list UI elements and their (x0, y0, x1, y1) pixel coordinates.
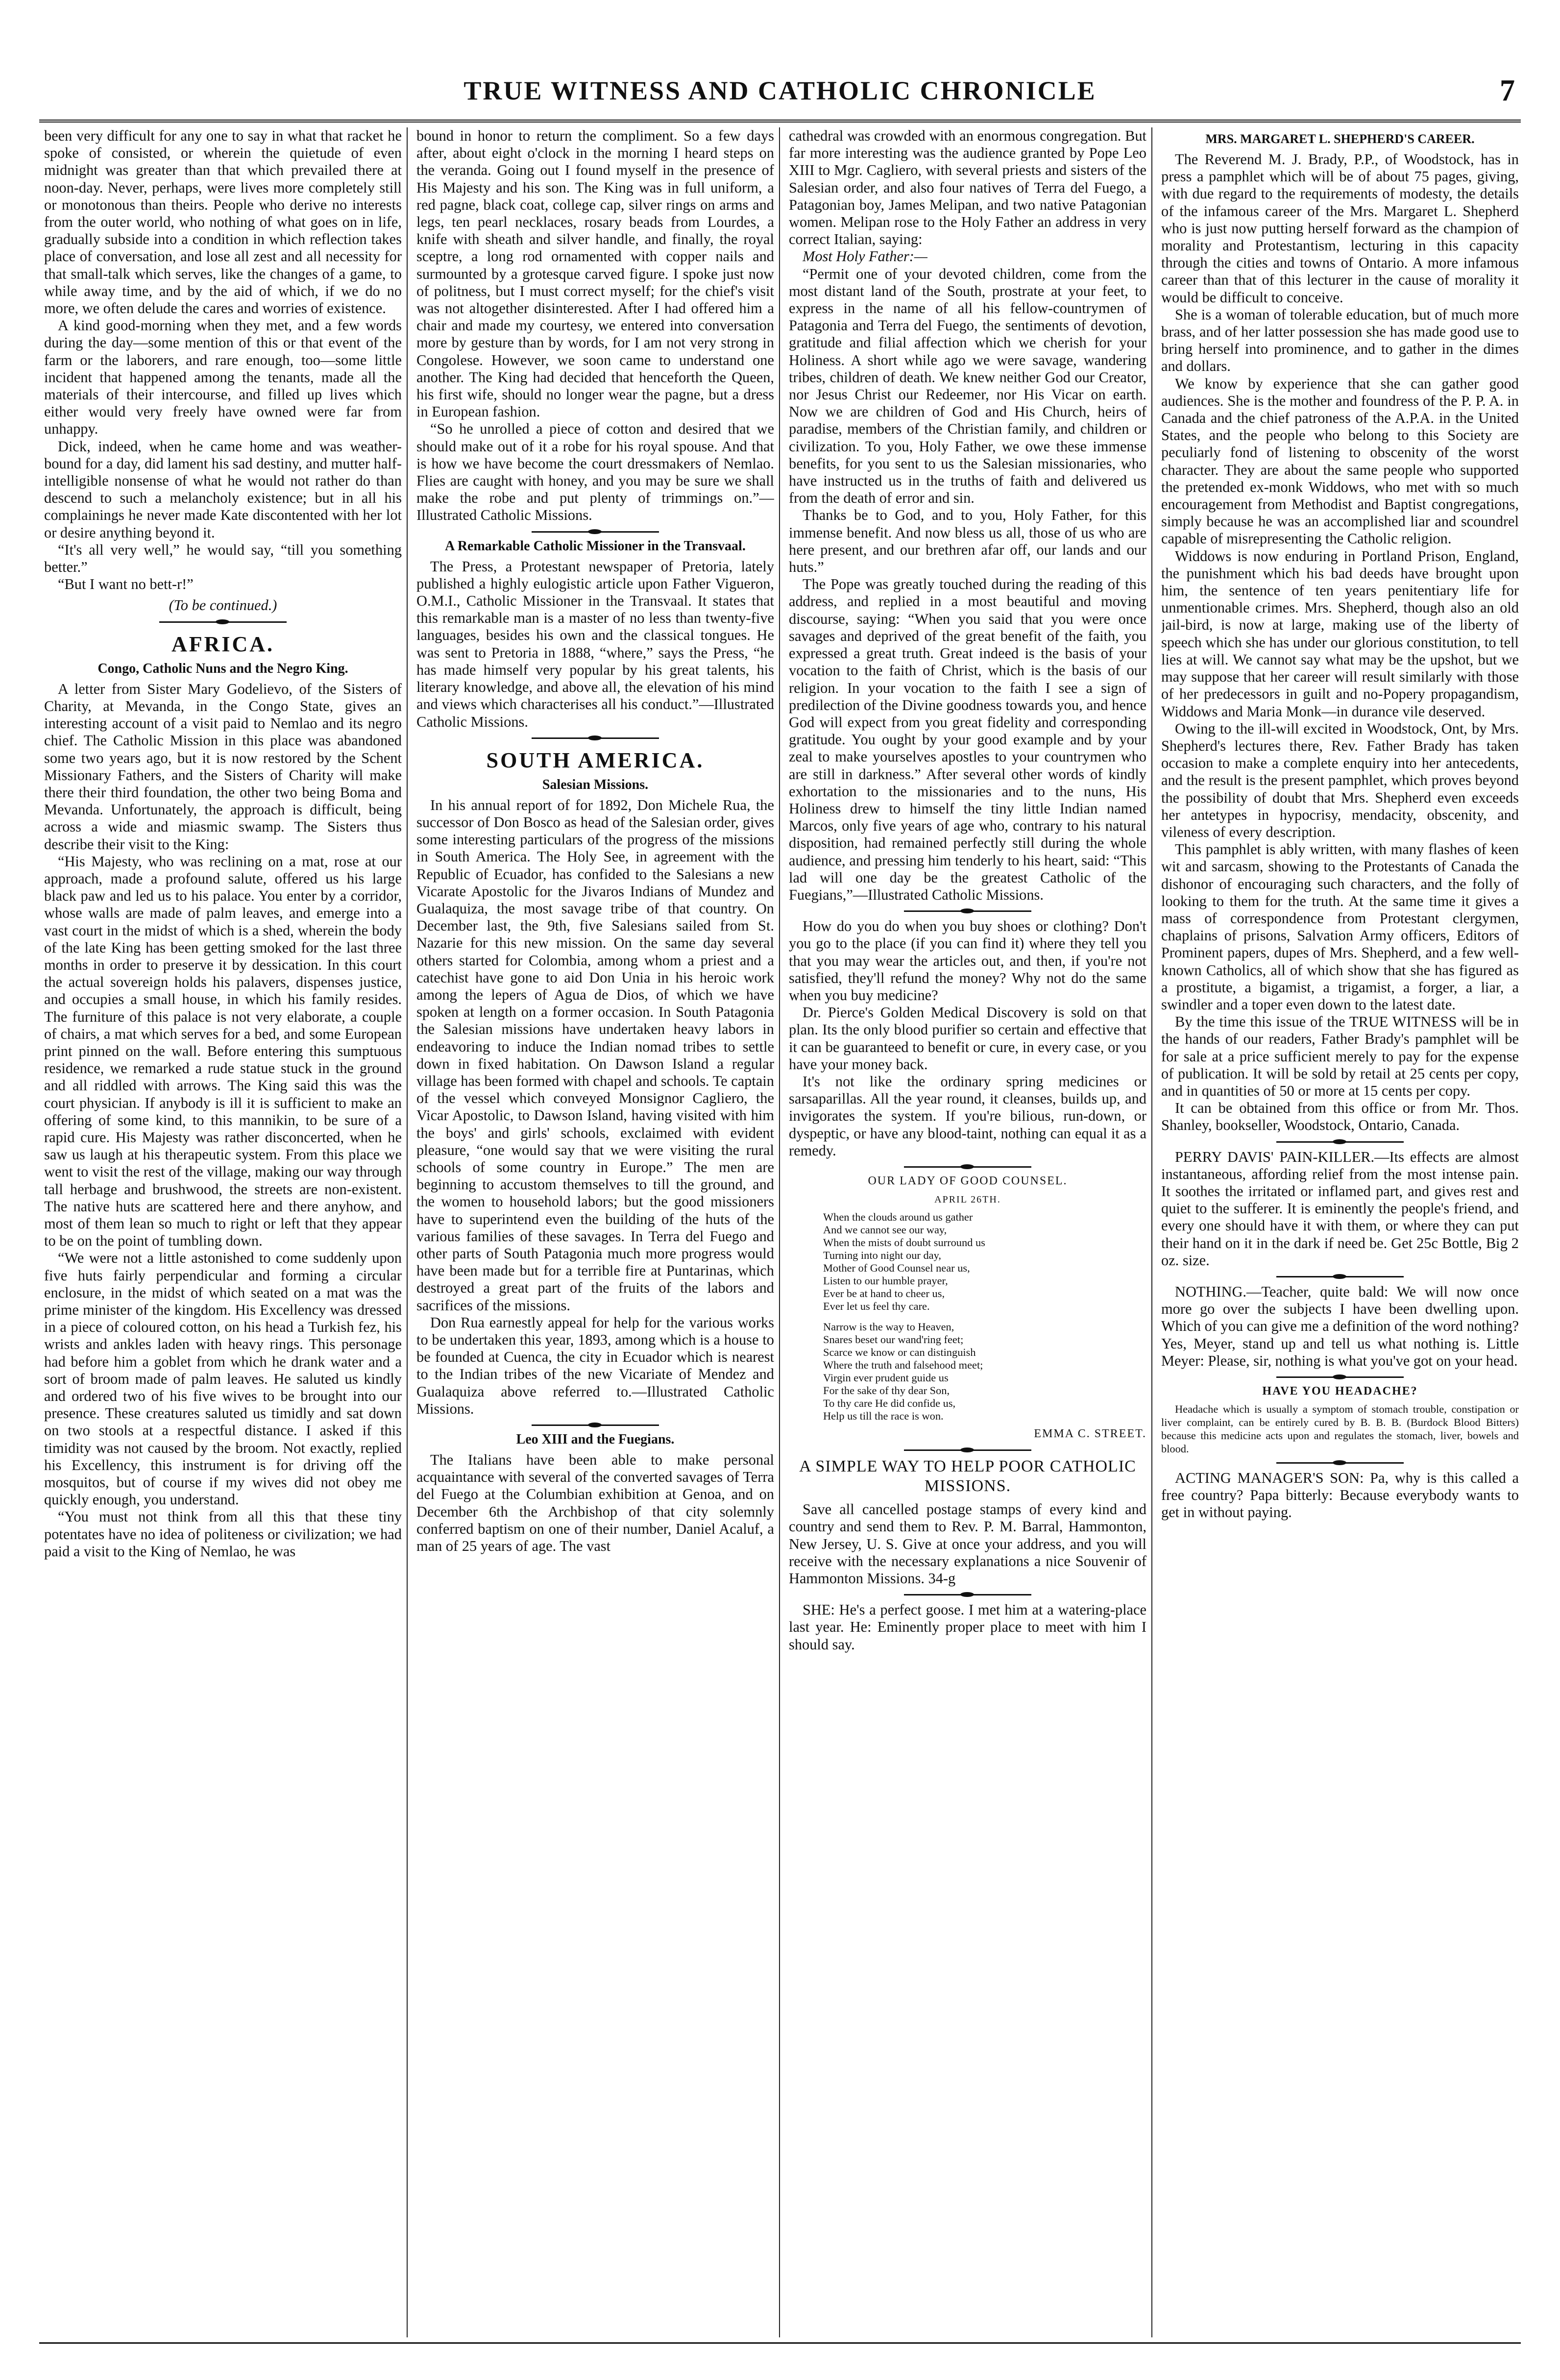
section-divider (1276, 1462, 1404, 1464)
paragraph: The Italians have been able to make personal acquaintance with several of the converted savages of Terra del Fuego at the Columbian exhibition at Genoa, and on December 6th the Archbishop of that city solemnly conferred baptism on one of their number, Daniel Acaluf, a man of 25 years of age. The vast (416, 1451, 774, 1555)
section-divider (904, 1166, 1031, 1168)
paragraph: The Reverend M. J. Brady, P.P., of Woodstock, has in press a pamphlet which will be of about 75 pages, giving, with due regard to the requirements of modesty, the details of the infamous career of the Mrs. Margaret L. Shepherd who is just now putting herself forward as the champion of morality and Protestantism, lecturing in this capacity through the cities and towns of Ontario. A more infamous career than that of this lecturer in the cause of morality it would be difficult to conceive. (1161, 151, 1519, 306)
paragraph: By the time this issue of the TRUE WITNESS will be in the hands of our readers, Father Brady's pamphlet will be for sale at a price sufficient merely to pay for the expense of publication. It will be sold by retail at 25 cents per copy, and in quantities of 50 or more at 15 cents per copy. (1161, 1013, 1519, 1099)
section-divider (532, 531, 659, 533)
poem-date: APRIL 26TH. (934, 1194, 1001, 1205)
column-2 (416, 127, 774, 2337)
poem-line: Virgin ever prudent guide us (823, 1371, 949, 1384)
poem-line: For the sake of thy dear Son, (823, 1384, 950, 1397)
heading-our-lady: OUR LADY OF GOOD COUNSEL. (868, 1174, 1068, 1187)
section-divider (904, 1449, 1031, 1451)
poem-line: Snares beset our wand'ring feet; (823, 1333, 964, 1346)
section-divider (1276, 1276, 1404, 1277)
paragraph: This pamphlet is ably written, with many flashes of keen wit and sarcasm, showing to the Protestants of Canada the dishonor of encouraging such characters, and the folly of looking to them for the truth. At the same time it gives a mass of correspondence from Protestant clergymen, chaplains of prisons, Salvation Army officers, Editors of Prominent papers, dupes of Mrs. Shepherd, and a few well-known Catholics, all of which show that she has figured as a prostitute, a bigamist, a trigamist, a forger, a liar, a swindler and a toper even down to the latest date. (1161, 841, 1519, 1013)
section-divider (904, 1594, 1031, 1595)
poem-signature: EMMA C. STREET. (1034, 1427, 1146, 1440)
poem-line: When the clouds around us gather (823, 1210, 973, 1223)
footer-rule (39, 2342, 1521, 2344)
paragraph: Don Rua earnestly appeal for help for the various works to be undertaken this year, 1893, among which is a house to be founded at Cuenca, the city in Ecuador which is nearest to the Indian tribes of the new Vicariate of Mendez and Gualaquiza above referred to.—Illustrated Catholic Missions. (416, 1314, 774, 1417)
paragraph: In his annual report of for 1892, Don Michele Rua, the successor of Don Bosco as head of the Salesian order, gives some interesting particulars of the progress of the missions in South America. The Holy See, in agreement with the Republic of Ecuador, has confided to the Salesians a new Vicarate Apostolic for the Jivaros Indians of Mundez and Gualaquiza, the most savage tribe of that country. On December last, the 9th, five Salesians sailed from St. Nazarie for this new mission. On the same day several others started for Colombia, among whom a priest and a catechist have gone to aid Don Unia in his heroic work among the lepers of Agua de Dios, of which we have spoken at length on a former occasion. In South Patagonia the Salesian missions have undertaken heavy labors in endeavoring to induce the Indian nomad tribes to settle down in fixed habitation. On Dawson Island a regular village has been formed with chapel and schools. Te captain of the vessel which conveyed Monsignor Cagliero, the Vicar Apostolic, to Dawson Island, having visited with him the boys' and girls' schools, exclaimed with evident pleasure, “one would say that we were visiting the rural schools of some country in Europe.” The men are beginning to accustom themselves to till the ground, and the women to household labors; but the good missioners have to superintend even the building of the huts of the various families of these savages. In Terra del Fuego and other parts of South Patagonia much more progress would have been made but for a terrible fire at Puntarinas, which destroyed a great part of the fruits of the labors and sacrifices of the missions. (416, 796, 774, 1314)
paragraph: A letter from Sister Mary Godelievo, of the Sisters of Charity, at Mevanda, in the Congo State, gives an interesting account of a visit paid to Nemlao and its negro chief. The Catholic Mission in this place was abandoned some two years ago, but it is now restored by the Schent Missionary Fathers, and the Sisters of Charity will make there their third foundation, the other two being Boma and Mevanda. Unfortunately, the approach is difficult, being across a wide and miasmic swamp. The Sisters thus describe their visit to the King: (44, 680, 402, 853)
story-continuation: been very difficult for any one to say in what that racket he spoke of consisted, or wherein the quietude of even midnight was greater than that which prevailed there at noon-day. Never, perhaps, were lives more completely still or monotonous than theirs. People who derive no interests from the outer world, who nothing of what goes on in life, gradually subside into a condition in which reflection takes place of conversation, and lose all zest and all necessity for that small-talk which serves, like the changes of a game, to while away time, and by the aid of which, if we do no more, we often delude the cares and worries of existence. (44, 127, 402, 317)
advertisement: PERRY DAVIS' PAIN-KILLER.—Its effects are almost instantaneous, affording relief from the most intense pain. It soothes the irritated or inflamed part, and gives rest and quiet to the sufferer. It is eminently the people's friend, and every one should have it with them, or where they can put their hand on it in the dark if need be. Get 25c Bottle, Big 2 oz. size. (1161, 1148, 1519, 1269)
paragraph: Owing to the ill-will excited in Woodstock, Ont, by Mrs. Shepherd's lectures there, Rev. Father Brady has taken occasion to make a complete enquiry into her antecedents, and the result is the present pamphlet, which proves beyond the possibility of doubt that Mrs. Shepherd even exceeds her antetypes in hypocrisy, mendacity, obscenity, and vileness of every description. (1161, 720, 1519, 840)
poem-line: Listen to our humble prayer, (823, 1274, 948, 1287)
paragraph: cathedral was crowded with an enormous congregation. But far more interesting was the audience granted by Pope Leo XIII to Mgr. Cagliero, with several priests and sisters of the Salesian order, and also four natives of Terra del Fuego, a Patagonian boy, James Melipan, and two native Patagonian women. Melipan rose to the Holy Father an address in very correct Italian, saying: (789, 127, 1146, 248)
stanza-gap (823, 1313, 1146, 1321)
poem-line: Ever be at hand to cheer us, (823, 1287, 945, 1300)
heading-simple-way: A SIMPLE WAY TO HELP POOR CATHOLIC MISSIONS. (799, 1457, 1136, 1496)
paragraph: “His Majesty, who was reclining on a mat, rose at our approach, made a profound salute, offered us his large black paw and led us to his palace. You enter by a corridor, whose walls are made of palm leaves, and emerge into a vast court in the midst of which is a shed, wherein the body of the late King has been getting smoked for the last three months in order to preserve it by dessication. In this court the actual sovereign holds his palavers, dispenses justice, and occupies a small house, in which his family resides. The furniture of this palace is not very elaborate, a couple of chairs, a mat which serves for a bed, and some European print pinned on the wall. Before entering this sumptuous residence, we remarked a rude statue stuck in the ground and all riddled with arrows. The King said this was the court physician. If anybody is ill it is sufficient to make an offering of some kind, to this mannikin, to be sure of a rapid cure. His Majesty was rather disconcerted, when he saw us laugh at his therapeutic system. From this place we went to visit the rest of the village, making our way through tall herbage and brushwood, the streets are non-existent. The native huts are scattered here and there anyhow, and most of them lean so much to right or left that they appear to be on the point of tumbling down. (44, 853, 402, 1250)
subheading-congo: Congo, Catholic Nuns and the Negro King. (98, 661, 348, 676)
column-divider (407, 127, 408, 2337)
paragraph: We know by experience that she can gather good audiences. She is the mother and foundress of the P. P. A. in Canada and the chief patroness of the A.P.A. in the United States, and the people who belong to this Society are peculiarly fond of listening to obscenity of the worst character. They are about the same people who supported the pretended ex-monk Widdows, who met with so much encouragement from Methodist and Baptist congregations, simply because he was an accomplished liar and scoundrel capable of misrepresenting the Catholic religion. (1161, 375, 1519, 547)
paragraph: Save all cancelled postage stamps of every kind and country and send them to Rev. P. M. Barral, Hammonton, New Jersey, U. S. Give at once your address, and you will receive with the necessary explanations a nice Souvenir of Hammonton Missions. 34-g (789, 1501, 1146, 1587)
heading-shepherd-career: MRS. MARGARET L. SHEPHERD'S CAREER. (1205, 132, 1475, 146)
paragraph: A kind good-morning when they met, and a few words during the day—some mention of this or that event of the farm or the laborers, and rare enough, too—some little incident that happened among the tenants, made all the materials of their intercourse, and filled up lives which either would very freely have owned were far from unhappy. (44, 317, 402, 438)
column-divider (1151, 127, 1152, 2337)
paragraph: “We were not a little astonished to come suddenly upon five huts fairly perpendicular and forming a circular enclosure, in the midst of which seated on a mat was the prime minister of the kingdom. His Excellency was dressed in a piece of coloured cotton, on his head a Turkish fez, his wrists and ankles laden with heavy rings. This personage had before him a goblet from which he drank water and a sort of broom made of palm leaves. He saluted us kindly and ordered two of his five wives to be brought into our presence. These creatures saluted us timidly and sat down on two stools at a respectful distance. I asked if this timidity was not caused by the broom. Not exactly, replied his Excellency, this instrument is for driving off the mosquitos, but of course if my wives did not obey me quickly enough, you understand. (44, 1250, 402, 1508)
column-3 (789, 127, 1146, 2337)
column-1 (44, 127, 402, 2337)
paragraph: “Permit one of your devoted children, come from the most distant land of the South, prostrate at your feet, to express in the name of all his fellow-countrymen of Patagonia and Terra del Fuego, the sentiments of devotion, gratitude and filial affection which we cherish for your Holiness. A short while ago we were savage, wandering tribes, children of death. We knew neither God our Creator, nor Jesus Christ our Redeemer, nor His Vicar on earth. Now we are children of God and His Church, heirs of paradise, members of the Christian family, and children or civilization. To you, Holy Father, we owe these immense benefits, for you sent to us the Salesian missionaries, who have instructed us in the truths of faith and delivered us from the death of error and sin. (789, 265, 1146, 507)
paragraph: Widdows is now enduring in Portland Prison, England, the punishment which his bad deeds have brought upon him, the sentence of ten years penitentiary life for unmentionable crimes. Mrs. Shepherd, though also an old jail-bird, is now at large, making use of the liberty of speech which she has under our glorious constitution, to tell lies at will. We cannot say what may be the upshot, but we may suppose that her career will result similarly with those of her predecessors in guilt and no-Popery propagandism, Widdows and Maria Monk—in durance vile deserved. (1161, 547, 1519, 720)
section-divider (532, 737, 659, 739)
paragraph: “It's all very well,” he would say, “till you something better.” (44, 541, 402, 576)
section-divider (532, 1424, 659, 1426)
paragraph: Thanks be to God, and to you, Holy Father, for this immense benefit. And now bless us all, those of us who are here present, and our brethren afar off, our lands and our huts.” (789, 507, 1146, 576)
paragraph: “You must not think from all this that these tiny potentates have no idea of politeness or civilization; we had paid a visit to the King of Nemlao, he was (44, 1508, 402, 1560)
advertisement: It's not like the ordinary spring medicines or sarsaparillas. All the year round, it cleanses, builds up, and invigorates the system. If you're bilious, run-down, or dyspeptic, or have any blood-taint, nothing can equal it as a remedy. (789, 1073, 1146, 1159)
paragraph: NOTHING.—Teacher, quite bald: We will now once more go over the subjects I have been dwelling upon. Which of you can give me a definition of the word nothing? Yes, Meyer, stand up and tell us what nothing is. Little Meyer: Please, sir, nothing is what you've got on your head. (1161, 1283, 1519, 1369)
to-be-continued: (To be continued.) (169, 597, 277, 614)
paragraph: “But I want no bett-r!” (58, 576, 194, 593)
subheading-salesian-missions: Salesian Missions. (542, 777, 649, 792)
paragraph: The Pope was greatly touched during the reading of this address, and replied in a most beautiful and moving discourse, saying: “When you said that you were once savages and deprived of the great benefit of the faith, you expressed a great truth. Great indeed is the basis of your vocation to the faith of Christ, which is the basis of our religion. In your vocation to the faith I see a sign of predilection of the Divine goodness towards you, and hence God will expect from you great fidelity and corresponding gratitude. You ought by your good example and by your zeal to make yourselves apostles to your countrymen who are still in darkness.” After several other words of kindly exhortation to the missionaries and to the nuns, His Holiness drew to himself the tiny little Indian named Marcos, only five years of age who, contrary to his natural disposition, had remained perfectly still during the whole audience, and pressing him tenderly to his heart, said: “This lad will one day be the greatest Catholic of the Fuegians,”—Illustrated Catholic Missions. (789, 576, 1146, 903)
section-divider (1276, 1141, 1404, 1143)
poem-line: To thy care He did confide us, (823, 1397, 956, 1409)
paragraph: “So he unrolled a piece of cotton and desired that we should make out of it a robe for his royal spouse. And that is how we have become the court dressmakers of Nemlao. Flies are caught with honey, and you may be sure we shall make the robe and put plenty of trimmings on.”—Illustrated Catholic Missions. (416, 420, 774, 524)
paragraph: It can be obtained from this office or from Mr. Thos. Shanley, bookseller, Woodstock, Ontario, Canada. (1161, 1100, 1519, 1134)
poem-line: And we cannot see our way, (823, 1223, 947, 1236)
section-divider (904, 910, 1031, 912)
column-divider (779, 127, 780, 2337)
poem-line: Help us till the race is won. (823, 1409, 944, 1422)
masthead (39, 69, 1521, 123)
subheading-leo-fuegians: Leo XIII and the Fuegians. (516, 1432, 675, 1448)
heading-south-america: SOUTH AMERICA. (486, 748, 705, 772)
poem-line: Narrow is the way to Heaven, (823, 1320, 954, 1333)
advertisement: Dr. Pierce's Golden Medical Discovery is sold on that plan. Its the only blood purifier so certain and effective that it can be guaranteed to benefit or cure, in every case, or you have your money back. (789, 1004, 1146, 1073)
poem-line: When the mists of doubt surround us (823, 1236, 985, 1249)
poem-line: Ever let us feel thy care. (823, 1300, 930, 1312)
paragraph: ACTING MANAGER'S SON: Pa, why is this called a free country? Papa bitterly: Because everybody wants to get in without paying. (1161, 1470, 1519, 1521)
poem-line: Scarce we know or can distinguish (823, 1346, 976, 1358)
column-4 (1161, 127, 1519, 2337)
paragraph: Dick, indeed, when he came home and was weather-bound for a day, did lament his sad destiny, and mutter half-intelligible nonsense of what he would not rather do than descend to such a melancholy existence; but in all his complainings he never made Kate discontented with her lot or desire anything beyond it. (44, 438, 402, 541)
page-number: 7 (1500, 74, 1515, 107)
poem-line: Where the truth and falsehood meet; (823, 1358, 983, 1371)
newspaper-title: TRUE WITNESS AND CATHOLIC CHRONICLE (463, 76, 1097, 105)
salutation: Most Holy Father:— (803, 248, 927, 265)
poem-line: Turning into night our day, (823, 1249, 941, 1261)
paragraph: The Press, a Protestant newspaper of Pretoria, lately published a highly eulogistic article upon Father Vigueron, O.M.I., Catholic Missioner in the Transvaal. It states that this remarkable man is a master of no less than twenty-five languages, besides his own and the classical tongues. He was sent to Pretoria in 1888, “where,” says the Press, “he has made himself very popular by his great talents, his literary knowledge, and above all, the elevation of his mind and views which characterises all his conduct.”—Illustrated Catholic Missions. (416, 558, 774, 730)
poem-line: Mother of Good Counsel near us, (823, 1261, 970, 1274)
poem (823, 1211, 1146, 1423)
advertisement: How do you do when you buy shoes or clothing? Don't you go to the place (if you can find it) where they tell you that you may wear the articles out, and then, if you're not satisfied, they'll refund the money? Why not do the same when you buy medicine? (789, 918, 1146, 1004)
section-divider (1276, 1376, 1404, 1378)
section-divider (159, 621, 287, 623)
heading-headache: HAVE YOU HEADACHE? (1262, 1385, 1418, 1398)
subheading-remarkable-missioner: A Remarkable Catholic Missioner in the Transvaal. (445, 538, 746, 554)
header-rule (39, 120, 1521, 123)
paragraph: She is a woman of tolerable education, but of much more brass, and of her latter possession she has made good use to bring herself into prominence, and to gather in the dimes and dollars. (1161, 306, 1519, 375)
advertisement: Headache which is usually a symptom of stomach trouble, constipation or liver complaint, can be entirely cured by B. B. B. (Burdock Blood Bitters) because this medicine acts upon and regulates the stomach, liver, bowels and blood. (1161, 1403, 1519, 1455)
paragraph: SHE: He's a perfect goose. I met him at a watering-place last year. He: Eminently proper place to meet with him I should say. (789, 1601, 1146, 1653)
paragraph: bound in honor to return the compliment. So a few days after, about eight o'clock in the morning I heard steps on the veranda. Going out I found myself in the presence of His Majesty and his son. The King was in full uniform, a red pagne, black coat, college cap, silver rings on arms and legs, ten pearl necklaces, rosary beads from Lourdes, a knife with sheath and silver handle, and finally, the royal sceptre, a long rod ornamented with copper nails and surmounted by a grotesque carved figure. I spoke just now of politness, but I must correct myself; for the chief's visit was not altogether disinterested. After I had offered him a chair and made my courtesy, we entered into conversation more by gesture than by words, for I am not very strong in Congolese. However, we soon came to understand one another. The King had decided that henceforth the Queen, his first wife, should no longer wear the pagne, but a dress in European fashion. (416, 127, 774, 420)
heading-africa: AFRICA. (171, 632, 275, 656)
